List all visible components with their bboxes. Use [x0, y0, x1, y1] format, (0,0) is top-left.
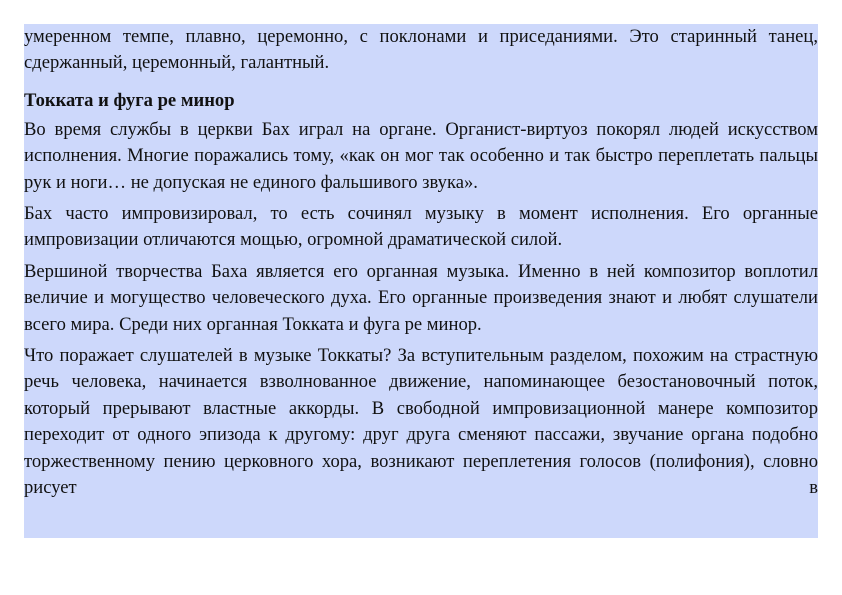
section-heading: Токката и фуга ре минор: [24, 89, 235, 111]
paragraph-continuation: умеренном темпе, плавно, церемонно, с поклонами и приседаниями. Это старинный танец, сдержанный, церемонный, галантный.: [24, 26, 818, 74]
paragraph: Что поражает слушателей в музыке Токкаты? За вступительным разделом, похожим на страстную речь человека, начинается взволнованное движение, напоминающее безостановочный поток, который прерывают властные аккорды. В свободной импровизационной манере композитор переходит от одного эпизода к другому: друг друга сменяют пассажи, звучание органа подобно торжественному пению церковного хора, возникают переплетения голосов (полифония), словно рисует в: [24, 345, 818, 499]
paragraph: Вершиной творчества Баха является его органная музыка. Именно в ней композитор воплотил величие и могущество человеческого духа. Его органные произведения знают и любят слушатели всего мира. Среди них органная Токката и фуга ре минор.: [24, 260, 818, 335]
highlighted-text-block[interactable]: [24, 24, 818, 538]
paragraph: Бах часто импровизировал, то есть сочинял музыку в момент исполнения. Его органные импровизации отличаются мощью, огромной драматической силой.: [24, 203, 818, 251]
paragraph: Во время службы в церкви Бах играл на органе. Органист-виртуоз покорял людей искусством исполнения. Многие поражались тому, «как он мог так особенно и так быстро переплетать пальцы рук и ноги… не допуская не единого фальшивого звука».: [24, 118, 818, 193]
